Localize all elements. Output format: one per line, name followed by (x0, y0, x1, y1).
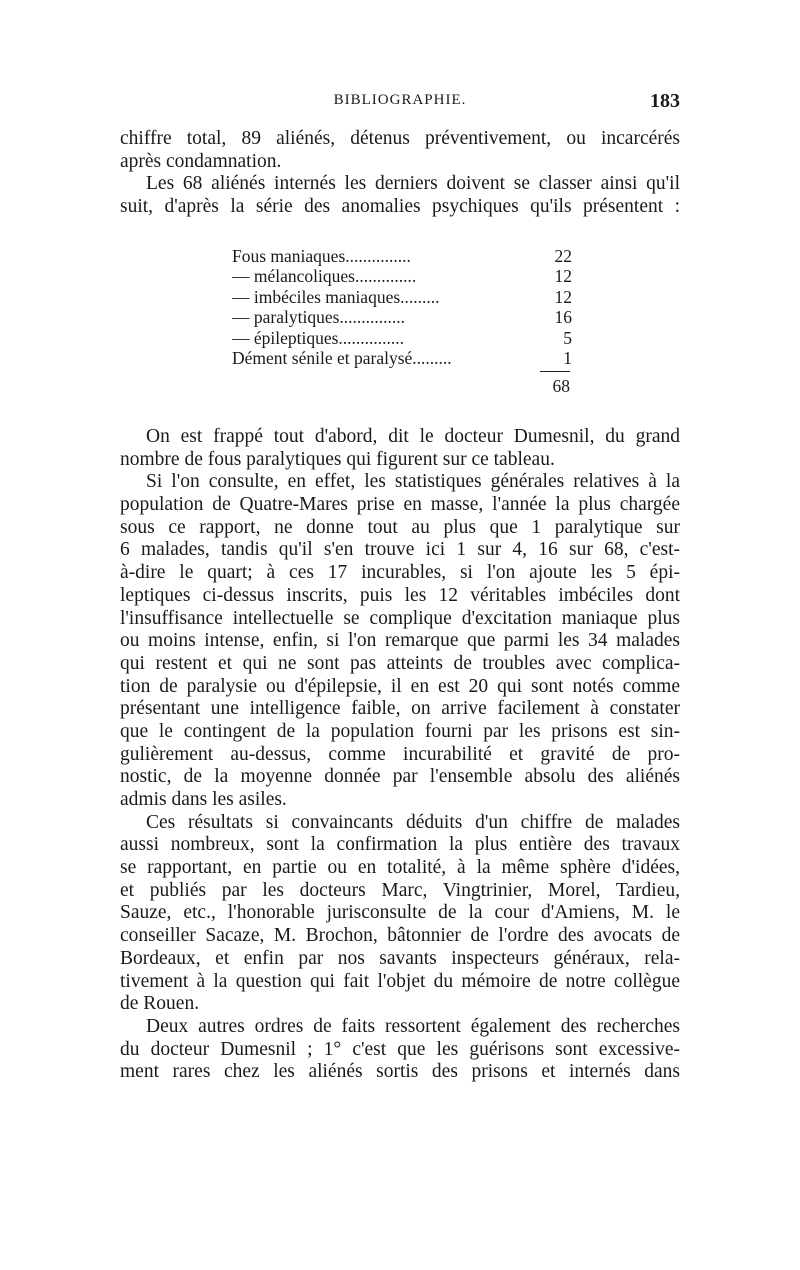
text-line: admis dans les asiles. (120, 789, 287, 810)
table-row-value: 5 (563, 327, 572, 348)
body-paragraphs (120, 426, 680, 1084)
text-line: que le contingent de la population fourni par les prisons est sin- (120, 720, 680, 742)
text-line: nombre de fous paralytiques qui figurent sur ce tableau. (120, 448, 555, 470)
table-row-value: 1 (563, 347, 572, 368)
text-line: 6 malades, tandis qu'il s'en trouve ici 1 sur 4, 16 sur 68, c'est- (120, 539, 680, 561)
text-line: Sauze, etc., l'honorable jurisconsulte de la cour d'Amiens, M. le (120, 902, 680, 924)
text-line: qui restent et qui ne sont pas atteints de troubles avec complica- (120, 652, 680, 674)
text-line: tion de paralysie ou d'épilepsie, il en est 20 qui sont notés comme (120, 675, 680, 697)
text-line: gulièrement au-dessus, comme incurabilité et gravité de pro- (120, 743, 680, 765)
sum-rule (540, 371, 570, 372)
table-row-value: 12 (554, 266, 572, 287)
table-row (232, 287, 572, 307)
table-total: 68 (552, 376, 570, 396)
text-line: nostic, de la moyenne donnée par l'ensemble absolu des aliénés (120, 766, 680, 788)
table-row-label: Dément sénile et paralysé......... (232, 347, 452, 368)
text-line: Bordeaux, et enfin par nos savants inspecteurs généraux, rela- (120, 947, 680, 969)
text-line: ment rares chez les aliénés sortis des prisons et internés dans (120, 1061, 680, 1083)
table-row (232, 348, 572, 368)
table-row-label: — paralytiques............... (232, 307, 406, 328)
text-line: On est frappé tout d'abord, dit le docteur Dumesnil, du grand (146, 426, 680, 447)
text-line: Si l'on consulte, en effet, les statistiques générales relatives à la (146, 471, 680, 493)
text-line: du docteur Dumesnil ; 1° c'est que les guérisons sont excessive- (120, 1038, 680, 1060)
table-row-label: — mélancoliques.............. (232, 266, 417, 287)
text-line: tivement à la question qui fait l'objet du mémoire de notre collègue (120, 970, 680, 992)
text-line: sous ce rapport, ne donne tout au plus que 1 paralytique sur (120, 516, 680, 538)
text-line: après condamnation. (120, 150, 282, 172)
table-row (232, 328, 572, 348)
running-title: BIBLIOGRAPHIE. (333, 92, 467, 108)
table-row-label: — imbéciles maniaques......... (232, 286, 440, 307)
table-row-label: — épileptiques............... (232, 327, 405, 348)
text-line: se rapportant, en partie ou en totalité, à la même sphère d'idées, (120, 857, 680, 879)
text-line: présentant une intelligence faible, on arrive facilement à constater (120, 698, 680, 720)
page-header (120, 92, 680, 120)
text-line: ou moins intense, enfin, si l'on remarque que parmi les 34 malades (120, 630, 680, 652)
text-line: l'insuffisance intellectuelle se complique d'excitation maniaque plus (120, 607, 680, 629)
text-line: aussi nombreux, sont la confirmation la plus entière des travaux (120, 834, 680, 856)
text-line: Ces résultats si convaincants déduits d'un chiffre de malades (146, 811, 680, 833)
text-line: et publiés par les docteurs Marc, Vingtrinier, Morel, Tardieu, (120, 879, 680, 901)
text-line: suit, d'après la série des anomalies psychiques qu'ils présentent : (120, 196, 680, 218)
text-line: chiffre total, 89 aliénés, détenus préventivement, ou incarcérés (120, 128, 680, 149)
text-line: Les 68 aliénés internés les derniers doivent se classer ainsi qu'il (146, 173, 680, 195)
table-row (232, 246, 572, 266)
table-row-value: 12 (554, 286, 572, 307)
table-row (232, 307, 572, 327)
table-row (232, 266, 572, 286)
text-line: conseiller Sacaze, M. Brochon, bâtonnier de l'ordre des avocats de (120, 925, 680, 947)
table-row-value: 22 (554, 246, 572, 266)
text-line: leptiques ci-dessus inscrits, puis les 12 véritables imbéciles dont (120, 584, 680, 606)
table-row-value: 16 (554, 307, 572, 328)
text-line: à-dire le quart; à ces 17 incurables, si l'on ajoute les 5 épi- (120, 562, 680, 584)
classification-table (232, 246, 572, 368)
text-line: population de Quatre-Mares prise en masse, l'année la plus chargée (120, 494, 680, 516)
intro-paragraphs (120, 128, 680, 219)
page-number: 183 (650, 90, 680, 112)
text-line: Deux autres ordres de faits ressortent également des recherches (146, 1015, 680, 1037)
text-line: de Rouen. (120, 993, 200, 1015)
table-row-label: Fous maniaques............... (232, 246, 411, 266)
